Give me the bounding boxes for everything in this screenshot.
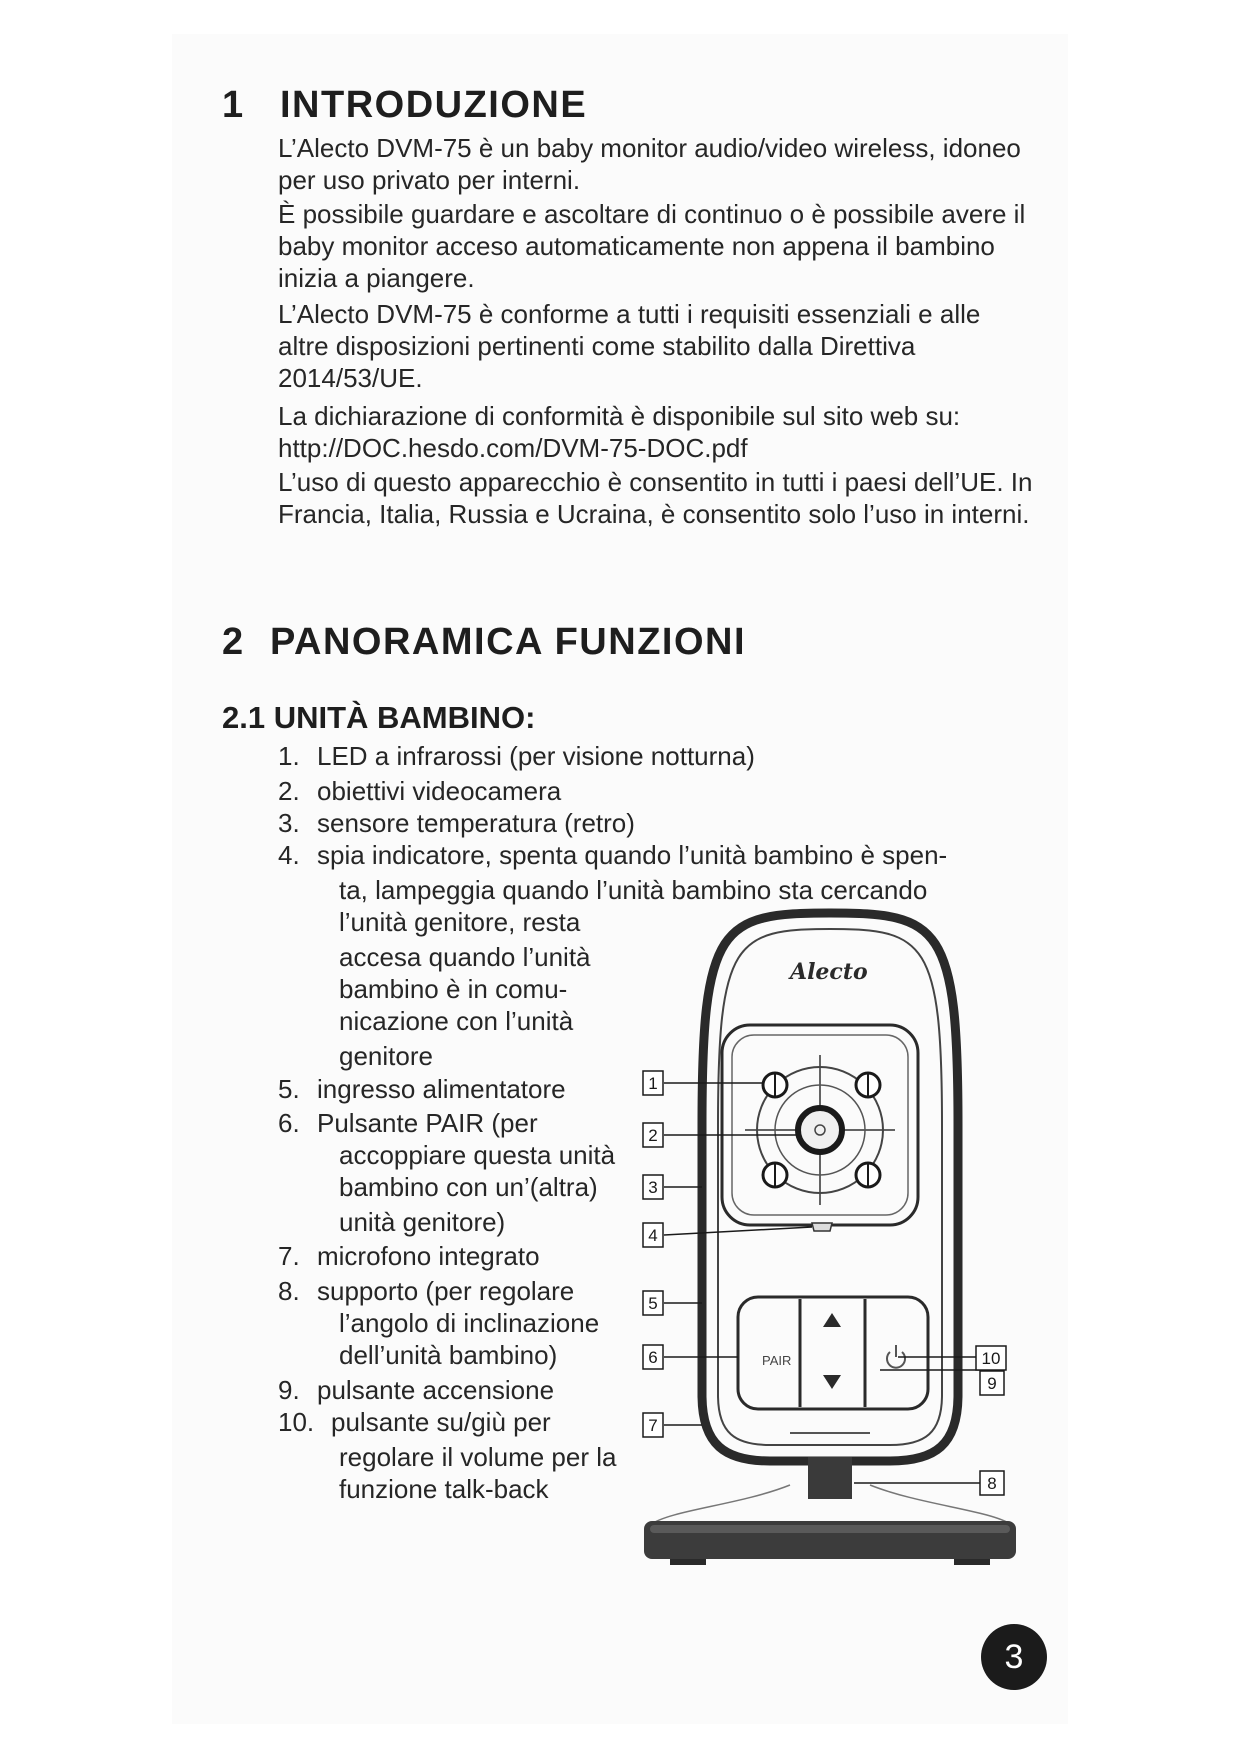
svg-text:9: 9 <box>987 1374 997 1393</box>
svg-text:8: 8 <box>987 1474 997 1493</box>
list-item-number: 10. <box>278 1407 315 1437</box>
list-item-text: ingresso alimentatore <box>317 1074 566 1104</box>
callout-4 <box>643 1223 663 1247</box>
indicator-led <box>812 1223 832 1231</box>
list-item-text: sensore temperatura (retro) <box>317 808 635 838</box>
list-item-number: 8. <box>278 1276 300 1306</box>
list-item-number: 6. <box>278 1108 300 1138</box>
intro-paragraph-3: L’Alecto DVM-75 è conforme a tutti i requisiti essenziali e alle altre disposizioni pertinenti come stabilito dalla Direttiva 2014/53/UE. <box>278 299 981 393</box>
list-item-number: 4. <box>278 840 300 870</box>
list-item-9 <box>278 1374 554 1406</box>
list-item-number: 7. <box>278 1241 300 1271</box>
list-item-6-line-2: accoppiare questa unità <box>339 1140 616 1170</box>
list-item-text: pulsante accensione <box>317 1375 555 1405</box>
section-1-title: INTRODUZIONE <box>280 84 588 126</box>
section-1-number: 1 <box>222 84 245 126</box>
list-item-4-line-7: genitore <box>339 1041 433 1071</box>
list-item-6 <box>278 1107 538 1139</box>
list-item-6-line-3: bambino con un’(altra) <box>339 1172 598 1202</box>
list-item-number: 3. <box>278 808 300 838</box>
volume-down-icon <box>823 1375 841 1389</box>
list-item-4-line-4: accesa quando l’unità <box>339 942 591 972</box>
svg-text:10: 10 <box>981 1349 1001 1368</box>
list-item-number: 5. <box>278 1074 300 1104</box>
stand-neck <box>808 1457 852 1499</box>
list-item-text: LED a infrarossi (per visione notturna) <box>317 741 755 771</box>
list-item-text: obiettivi videocamera <box>317 776 562 806</box>
svg-text:5: 5 <box>648 1294 658 1313</box>
intro-paragraph-5: L’uso di questo apparecchio è consentito in tutti i paesi dell’UE. In Francia, Italia, Russia e Ucraina, è consentito solo l’uso in interni. <box>278 467 1033 529</box>
section-2-number: 2 <box>222 621 245 663</box>
intro-paragraph-1: L’Alecto DVM-75 è un baby monitor audio/video wireless, idoneo per uso privato per interni. <box>278 133 1021 195</box>
list-item-2 <box>278 775 561 807</box>
section-2-title: PANORAMICA FUNZIONI <box>270 621 747 663</box>
baby-unit-diagram <box>640 905 1020 1585</box>
list-item-4-line-6: nicazione con l’unità <box>339 1006 574 1036</box>
list-item-1 <box>278 740 755 772</box>
list-item-7 <box>278 1240 540 1272</box>
list-item-number: 9. <box>278 1375 300 1405</box>
list-item-number: 1. <box>278 741 300 771</box>
list-item-text: spia indicatore, spenta quando l’unità bambino è spen- <box>317 840 948 870</box>
callout-7 <box>643 1413 663 1437</box>
list-item-text: Pulsante PAIR (per <box>317 1108 538 1138</box>
callout-6 <box>643 1345 663 1369</box>
camera-lens <box>798 1108 842 1152</box>
callout-3 <box>643 1175 663 1199</box>
list-item-10-line-3: funzione talk-back <box>339 1474 549 1504</box>
svg-text:3: 3 <box>648 1178 658 1197</box>
svg-text:6: 6 <box>648 1348 658 1367</box>
list-item-number: 2. <box>278 776 300 806</box>
list-item-10 <box>278 1406 551 1438</box>
callout-1 <box>643 1071 663 1095</box>
list-item-4-line-5: bambino è in comu- <box>339 974 568 1004</box>
list-item-text: pulsante su/giù per <box>331 1407 551 1437</box>
list-item-text: supporto (per regolare <box>317 1276 575 1306</box>
callout-8 <box>980 1471 1004 1495</box>
pair-label: PAIR <box>762 1353 792 1368</box>
list-item-8-line-3: dell’unità bambino) <box>339 1340 558 1370</box>
svg-text:2: 2 <box>648 1126 658 1145</box>
subsection-heading: 2.1 UNITÀ BAMBINO: <box>222 700 536 735</box>
list-item-text: microfono integrato <box>317 1241 540 1271</box>
svg-text:7: 7 <box>648 1416 658 1435</box>
list-item-4 <box>278 839 947 871</box>
callout-2 <box>643 1123 663 1147</box>
svg-text:4: 4 <box>648 1226 658 1245</box>
list-item-4-line-3: l’unità genitore, resta <box>339 907 581 937</box>
list-item-8-line-2: l’angolo di inclinazione <box>339 1308 600 1338</box>
svg-text:1: 1 <box>648 1074 658 1093</box>
callout-9 <box>980 1371 1004 1395</box>
section-2-heading <box>222 621 746 664</box>
page-number-badge: 3 <box>981 1624 1047 1690</box>
list-item-10-line-2: regolare il volume per la <box>339 1442 617 1472</box>
brand-logo: Alecto <box>790 959 868 985</box>
list-item-4-line-2: ta, lampeggia quando l’unità bambino sta cercando <box>339 875 928 905</box>
callout-5 <box>643 1291 663 1315</box>
list-item-8 <box>278 1275 574 1307</box>
volume-up-icon <box>823 1313 841 1327</box>
section-1-heading <box>222 84 587 127</box>
intro-paragraph-2: È possibile guardare e ascoltare di continuo o è possibile avere il baby monitor acceso automaticamente non appena il bambino inizia a piangere. <box>278 199 1026 293</box>
list-item-3 <box>278 807 635 839</box>
callout-10 <box>976 1346 1006 1370</box>
list-item-6-line-4: unità genitore) <box>339 1207 506 1237</box>
list-item-5 <box>278 1073 566 1105</box>
intro-paragraph-4: La dichiarazione di conformità è disponibile sul sito web su: http://DOC.hesdo.com/DVM-75-DOC.pdf <box>278 401 961 463</box>
